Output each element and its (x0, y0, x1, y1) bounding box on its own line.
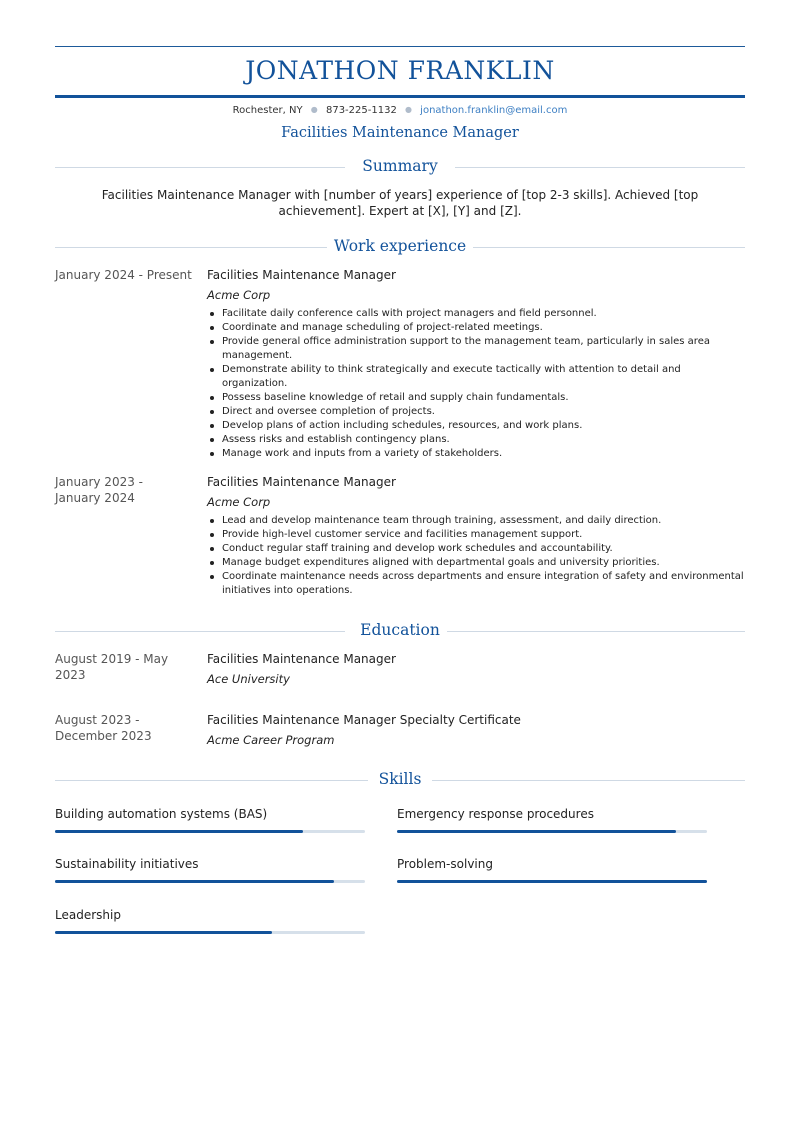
education-body (207, 651, 745, 687)
work-bullet: Manage work and inputs from a variety of stakeholders. (207, 447, 745, 461)
work-body (207, 267, 745, 461)
work-bullet: Manage budget expenditures aligned with departmental goals and university priorities. (207, 556, 745, 570)
skill-item (397, 806, 707, 822)
work-bullet: Provide general office administration support to the management team, particularly in sales area management. (207, 335, 745, 363)
candidate-name: JONATHON FRANKLIN (245, 56, 555, 85)
work-bullet: Provide high-level customer service and facilities management support. (207, 528, 745, 542)
section-title-skills: Skills (378, 770, 422, 788)
education-school: Ace University (207, 672, 290, 686)
education-degree: Facilities Maintenance Manager (207, 652, 396, 666)
skill-name: Sustainability initiatives (55, 857, 199, 871)
skill-item (397, 856, 707, 872)
headline-title: Facilities Maintenance Manager (281, 125, 519, 141)
section-header-summary (55, 157, 745, 177)
work-role: Facilities Maintenance Manager (207, 475, 396, 489)
work-bullet: Coordinate and manage scheduling of project-related meetings. (207, 321, 745, 335)
work-bullet: Conduct regular staff training and develop work schedules and accountability. (207, 542, 745, 556)
section-header-skills (55, 770, 745, 790)
work-bullet: Direct and oversee completion of projects. (207, 405, 745, 419)
skill-level-track (55, 830, 365, 833)
section-header-work (55, 237, 745, 257)
work-bullet: Lead and develop maintenance team through training, assessment, and daily direction. (207, 514, 745, 528)
work-body (207, 474, 745, 598)
section-header-education (55, 621, 745, 641)
work-bullet: Assess risks and establish contingency plans. (207, 433, 745, 447)
section-title-summary: Summary (362, 157, 438, 175)
work-date: January 2024 - Present (55, 268, 192, 282)
work-bullet: Possess baseline knowledge of retail and supply chain fundamentals. (207, 391, 745, 405)
contact-line (0, 105, 800, 116)
summary-text: Facilities Maintenance Manager with [number of years] experience of [top 2-3 skills]. Achieved [top achievement]. Expert at [X], [Y] and [Z]. (101, 188, 699, 218)
contact-phone: 873-225-1132 (325, 105, 397, 116)
work-role: Facilities Maintenance Manager (207, 268, 396, 282)
skill-level-bar (55, 931, 272, 934)
work-bullet: Coordinate maintenance needs across departments and ensure integration of safety and environmental initiatives into operations. (207, 570, 745, 598)
education-degree: Facilities Maintenance Manager Specialty Certificate (207, 713, 521, 727)
skill-item (55, 806, 365, 822)
contact-location: Rochester, NY (232, 105, 303, 116)
work-company: Acme Corp (207, 495, 271, 509)
skill-level-track (397, 880, 707, 883)
skill-name: Leadership (55, 908, 121, 922)
education-body (207, 712, 745, 748)
skill-level-track (397, 830, 707, 833)
skill-level-bar (55, 830, 303, 833)
work-bullet: Demonstrate ability to think strategically and execute tactically with attention to detail and organization. (207, 363, 745, 391)
separator-dot-icon: ● (405, 105, 412, 114)
work-company: Acme Corp (207, 288, 271, 302)
education-date: August 2019 - May 2023 (55, 652, 169, 682)
skill-name: Building automation systems (BAS) (55, 807, 268, 821)
work-date: January 2023 - January 2024 (55, 475, 143, 505)
skill-item (55, 907, 365, 923)
skill-level-track (55, 880, 365, 883)
education-school: Acme Career Program (207, 733, 335, 747)
skill-item (55, 856, 365, 872)
work-bullet: Facilitate daily conference calls with project managers and field personnel. (207, 307, 745, 321)
work-bullets (207, 307, 745, 461)
work-bullets (207, 514, 745, 598)
skill-name: Problem-solving (397, 857, 493, 871)
section-title-education: Education (360, 621, 440, 639)
contact-email-link[interactable]: jonathon.franklin@email.com (420, 105, 568, 116)
skill-level-bar (397, 830, 676, 833)
skill-level-track (55, 931, 365, 934)
skill-level-bar (397, 880, 707, 883)
skill-level-bar (55, 880, 334, 883)
header-name-rule (55, 95, 745, 98)
work-bullet: Develop plans of action including schedules, resources, and work plans. (207, 419, 745, 433)
section-title-work: Work experience (333, 237, 467, 255)
education-date: August 2023 - December 2023 (55, 713, 152, 743)
separator-dot-icon: ● (310, 105, 318, 114)
skill-name: Emergency response procedures (397, 807, 594, 821)
header-top-rule (55, 46, 745, 47)
